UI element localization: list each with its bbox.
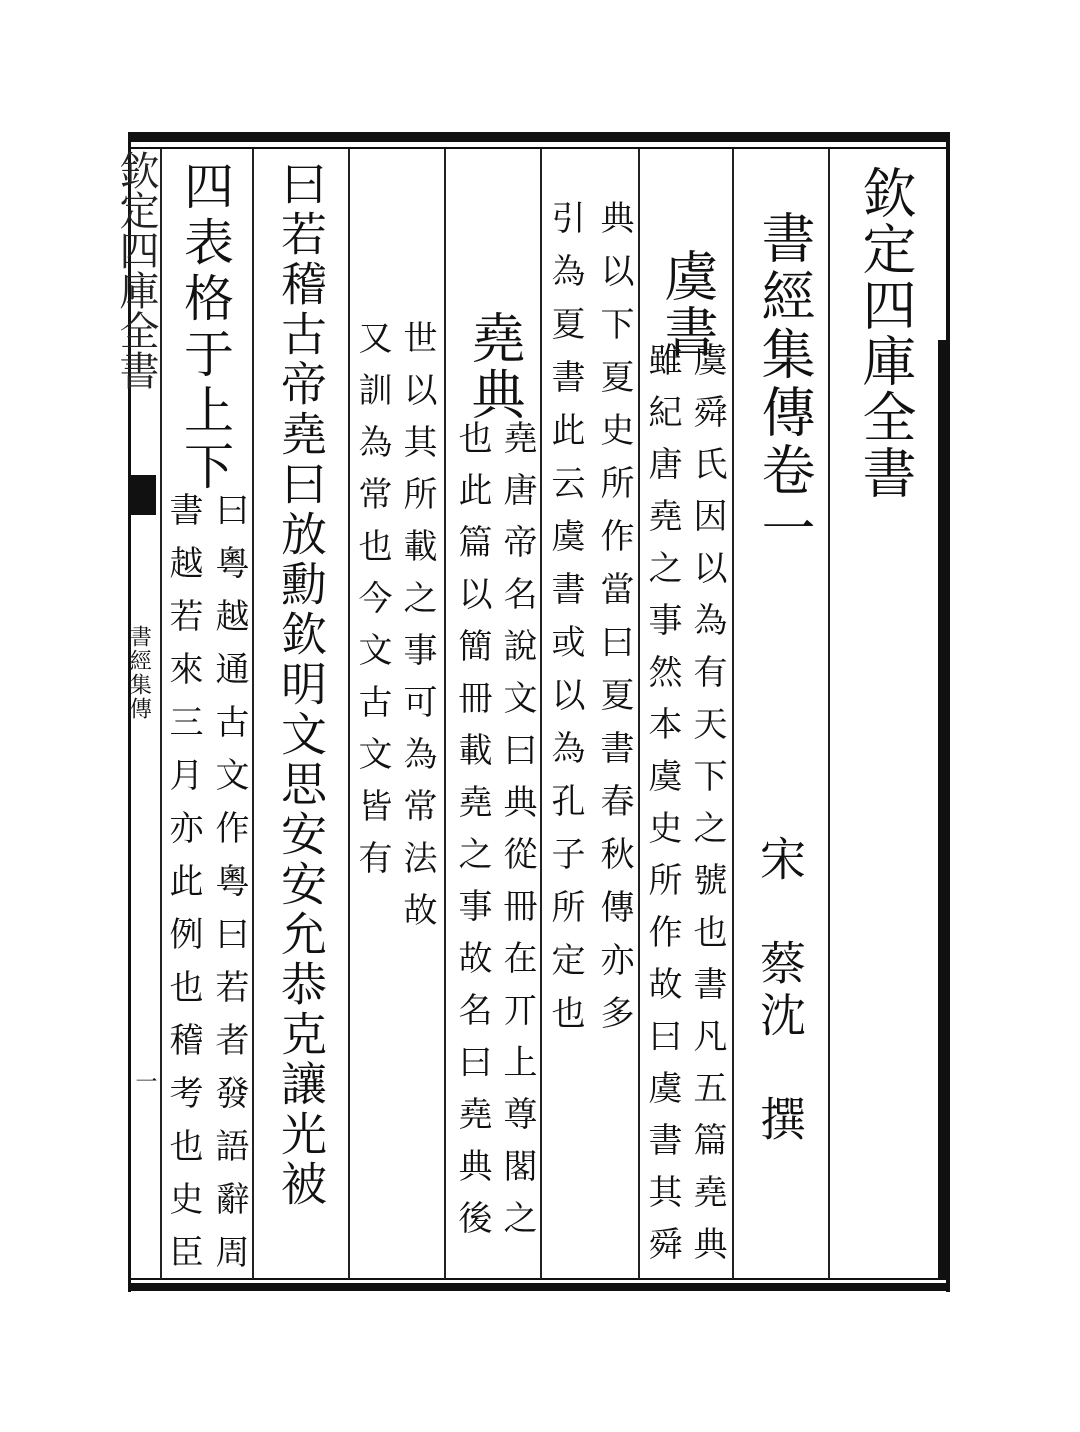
volume-title: 書經集傳卷一	[753, 210, 816, 558]
bottom-border	[128, 1283, 950, 1291]
author-line: 宋 蔡沈 撰	[753, 835, 807, 1147]
column-divider	[444, 149, 446, 1279]
main-text-line-2: 四表格于上下	[176, 160, 234, 496]
right-margin-bar	[938, 340, 950, 1280]
column-divider	[252, 149, 254, 1279]
top-border	[128, 132, 950, 142]
text-note-right: 曰粵越通古文作粵曰若者發語辭周	[209, 492, 249, 1287]
commentary-line-2: 引為夏書此云虞書或以為孔子所定也	[545, 200, 585, 1048]
section-title: 虞書	[656, 248, 719, 360]
column-divider	[828, 149, 830, 1279]
column-divider	[638, 149, 640, 1279]
gutter-page-number: 一	[132, 1070, 157, 1092]
chapter-note-right: 堯唐帝名說文曰典從冊在丌上尊閣之	[497, 420, 537, 1252]
section-note-right: 虞舜氏因以為有天下之號也書凡五篇堯典	[687, 342, 727, 1278]
commentary-line-4: 又訓為常也今文古文皆有	[352, 320, 392, 892]
column-divider	[732, 149, 734, 1279]
gutter-book-title: 書經集傳	[126, 625, 152, 721]
fish-tail-mark	[130, 475, 156, 515]
commentary-line-1: 典以下夏史所作當曰夏書春秋傳亦多	[594, 200, 634, 1048]
column-divider	[160, 149, 162, 1279]
main-text-line-1: 曰若稽古帝堯曰放勳欽明文思安安允恭克讓光被	[274, 160, 328, 1210]
commentary-line-3: 世以其所載之事可為常法故	[397, 320, 437, 944]
chapter-title: 堯典	[463, 310, 526, 422]
column-divider	[540, 149, 542, 1279]
collection-title: 欽定四庫全書	[854, 165, 917, 501]
column-divider	[348, 149, 350, 1279]
section-note-left: 雖紀唐堯之事然本虞史所作故曰虞書其舜	[642, 342, 682, 1278]
gutter-header: 欽定四庫全書	[113, 150, 159, 390]
chapter-note-left: 也此篇以簡冊載堯之事故名曰堯典後	[452, 420, 492, 1252]
text-note-left: 書越若來三月亦此例也稽考也史臣	[163, 492, 203, 1287]
